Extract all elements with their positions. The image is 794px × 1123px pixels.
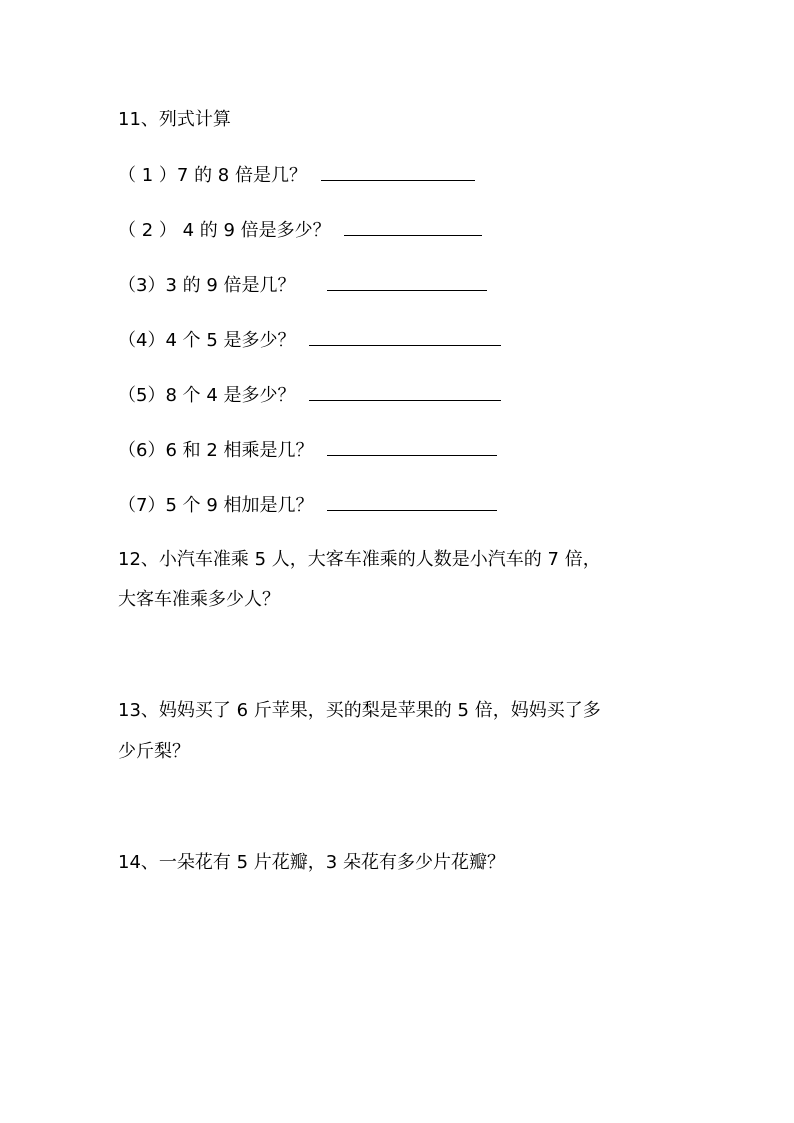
answer-blank-5[interactable] xyxy=(309,382,501,401)
answer-blank-4[interactable] xyxy=(309,327,501,346)
question-item-1 xyxy=(118,162,475,188)
question-item-5 xyxy=(118,382,501,408)
question-item-2 xyxy=(118,217,482,243)
question-item-1-text: （ 1 ）7 的 8 倍是几？ xyxy=(118,165,307,186)
question-item-7 xyxy=(118,492,497,518)
question-item-6 xyxy=(118,437,497,463)
question-13-line-1: 13、妈妈买了 6 斤苹果，买的梨是苹果的 5 倍，妈妈买了多 xyxy=(118,700,601,721)
question-item-3-text: （3）3 的 9 倍是几？ xyxy=(118,275,296,296)
question-13-line-2: 少斤梨？ xyxy=(118,741,190,762)
question-item-4-text: （4）4 个 5 是多少？ xyxy=(118,330,296,351)
answer-blank-2[interactable] xyxy=(344,217,482,236)
question-item-7-text: （7）5 个 9 相加是几？ xyxy=(118,495,314,516)
section-11-title: 11、列式计算 xyxy=(118,109,231,130)
answer-blank-3[interactable] xyxy=(327,272,487,291)
question-item-2-text: （ 2 ） 4 的 9 倍是多少？ xyxy=(118,220,331,241)
question-14-line-1: 14、一朵花有 5 片花瓣，3 朵花有多少片花瓣？ xyxy=(118,852,505,873)
answer-blank-6[interactable] xyxy=(327,437,497,456)
question-item-5-text: （5）8 个 4 是多少？ xyxy=(118,385,296,406)
question-item-4 xyxy=(118,327,501,353)
question-item-3 xyxy=(118,272,487,298)
question-item-6-text: （6）6 和 2 相乘是几？ xyxy=(118,440,314,461)
answer-blank-7[interactable] xyxy=(327,492,497,511)
answer-blank-1[interactable] xyxy=(321,162,475,181)
question-12-line-2: 大客车准乘多少人？ xyxy=(118,589,280,610)
question-12-line-1: 12、小汽车准乘 5 人，大客车准乘的人数是小汽车的 7 倍， xyxy=(118,549,601,570)
